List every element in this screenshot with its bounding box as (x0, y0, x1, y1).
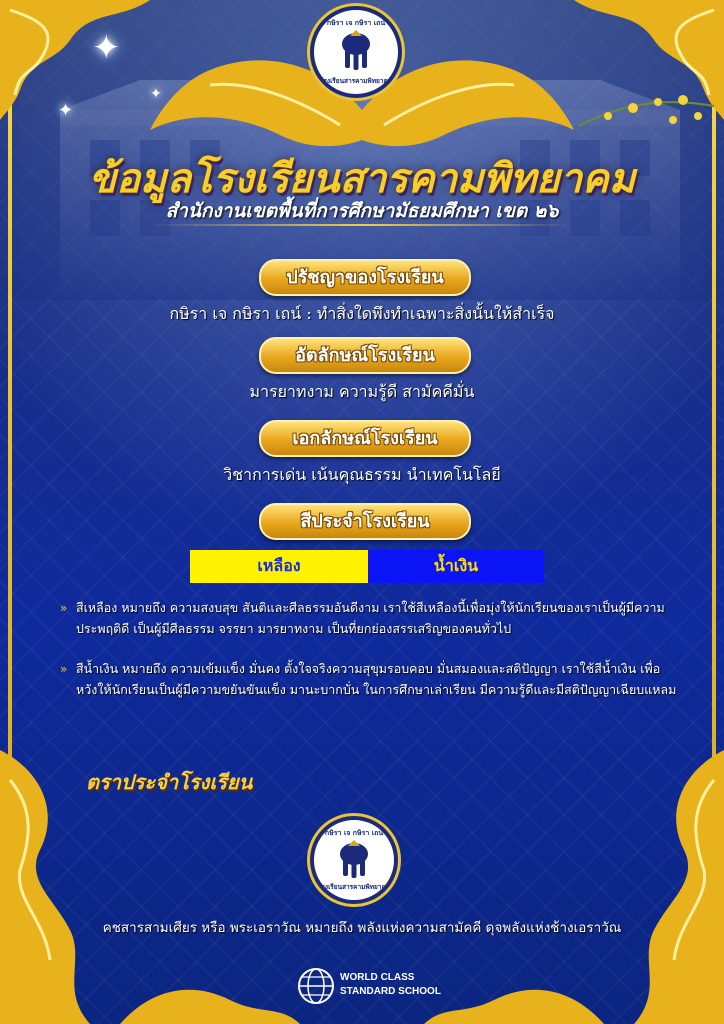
uniqueness-text: วิชาการเด่น เน้นคุณธรรม นำเทคโนโลยี (223, 465, 501, 484)
world-class-standard-school-logo (296, 962, 441, 1012)
bottom-left-gold-ornament (0, 750, 90, 1024)
flower-branch-decoration (578, 86, 714, 146)
erawan-elephant-icon (336, 28, 376, 72)
school-emblem-logo (310, 816, 398, 904)
sparkle-icon: ✦ (150, 86, 162, 102)
yellow-description: สีเหลือง หมายถึง ความสงบสุข สันติและศีลธรรมอันดีงาม เราใช้สีเหลืองนี้เพื่อมุ่งให้นักเรียนของเราเป็นผู้มีความประพฤติดี เป็นผู้มีศีลธรรม จรรยา มารยาทงาม เป็นที่ยกย่องสรรเสริญของคนทั่วไป (76, 600, 665, 636)
globe-icon (296, 966, 336, 1006)
brand-world: WORLD (340, 972, 378, 983)
uniqueness-heading: เอกลักษณ์โรงเรียน (259, 420, 471, 457)
school-logo (310, 6, 402, 98)
bottom-right-gold-ornament (634, 750, 724, 1024)
philosophy-text: กษิรา เจ กษิรา เถน์ : ทำสิ่งใดพึงทำเฉพาะสิ่งนั้นให้สำเร็จ (169, 304, 555, 323)
identity-heading: อัตลักษณ์โรงเรียน (259, 337, 471, 374)
erawan-elephant-icon (334, 838, 374, 880)
emblem-bottom-text: โรงเรียนสารคามพิทยาคม (317, 883, 391, 891)
divider (150, 224, 574, 226)
blue-color-swatch: น้ำเงิน (368, 550, 544, 583)
yellow-color-swatch: เหลือง (190, 550, 368, 583)
bullet-icon: » (60, 601, 68, 615)
blue-description: สีน้ำเงิน หมายถึง ความเข้มแข็ง มั่นคง ตั้งใจจริงความสุขุมรอบคอบ มั่นสมองและสติปัญญา เราใช้สีน้ำเงิน เพื่อหวังให้นักเรียนเป็นผู้มีความขยันขันแข็ง มานะบากบั่น ในการศึกษาเล่าเรียน มีความรู้ดีและมีสติปัญญาเฉียบแหลม (76, 661, 677, 697)
philosophy-heading: ปรัชญาของโรงเรียน (259, 259, 471, 296)
brand-standard: STANDARD (340, 986, 396, 997)
sparkle-icon: ✦ (58, 100, 74, 121)
bullet-icon: » (60, 662, 68, 676)
page-title: ข้อมูลโรงเรียนสารคามพิทยาคม (88, 155, 636, 202)
school-colors-heading: สีประจำโรงเรียน (259, 503, 471, 540)
top-left-gold-ornament (0, 0, 150, 120)
emblem-heading: ตราประจำโรงเรียน (86, 770, 253, 794)
logo-top-text: กษิรา เจ กษิรา เถน์ (326, 19, 386, 27)
brand-class: CLASS (380, 972, 415, 983)
identity-text: มารยาทงาม ความรู้ดี สามัคคีมั่น (249, 382, 475, 401)
emblem-top-text: กษิรา เจ กษิรา เถน์ (324, 829, 384, 837)
sparkle-icon: ✦ (92, 28, 121, 68)
page-subtitle: สำนักงานเขตพื้นที่การศึกษามัธยมศึกษา เขต ๒๖ (165, 200, 559, 222)
brand-school: SCHOOL (398, 986, 441, 997)
emblem-caption: คชสารสามเศียร หรือ พระเอราวัณ หมายถึง พลังแห่งความสามัคคี ดุจพลังแห่งช้างเอราวัณ (102, 920, 622, 936)
logo-bottom-text: โรงเรียนสารคามพิทยาคม (319, 77, 393, 85)
